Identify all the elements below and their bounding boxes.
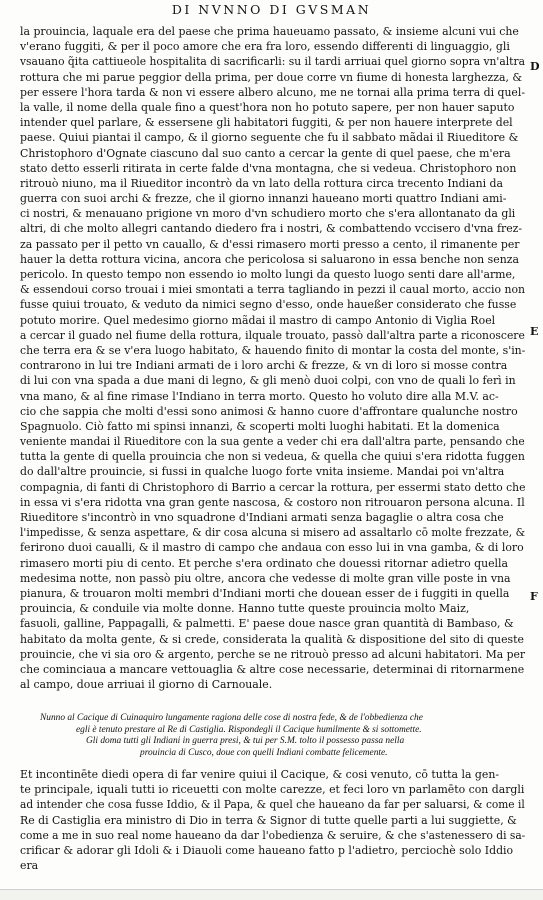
body-line: che cominciaua a mancare vettouaglia & altre cose necessarie, determinai di ritornarmene xyxy=(20,662,525,676)
body-line: fasuoli, galline, Pappagalli, & palmetti. E' paese doue nasce gran quantità di Bambaso, & xyxy=(20,617,514,631)
body-line: fusse quiui trouato, & veduto da nimici segno d'esso, onde haueßer considerato che fusse xyxy=(20,298,517,312)
body-line: intender quel parlare, & essersene gli habitatori fuggiti, & per non hauere interprete del xyxy=(20,116,513,130)
body-line: veniente mandai il Riueditore con la sua gente a veder chi era dall'altra parte, pensando che xyxy=(20,435,525,449)
body-line: rottura che mi parue peggior della prima, per doue corre vn fiume di honesta larghezza, & xyxy=(20,70,523,84)
body-line: la prouincia, laquale era del paese che prima haueuamo passato, & insieme alcuni vui che xyxy=(20,25,519,38)
body-line: guerra con suoi archi & frezze, che il giorno innanzi haueano morti quattro Indiani ami- xyxy=(20,192,507,206)
body-text-continuation xyxy=(20,767,525,873)
body-line: ferirono duoi caualli, & il mastro di campo che andaua con esso lui in vna gamba, & di loro xyxy=(20,541,524,555)
body-line: Christophoro d'Ognate ciascuno dal suo canto a cercar la gente di quel paese, che m'era xyxy=(20,146,511,160)
body-line: potuto morire. Quel medesimo giorno mãdai il mastro di campo Antonio di Viglia Roel xyxy=(20,313,496,327)
body-line: medesima notte, non passò piu oltre, ancora che vedesse di molte gran ville poste in vna xyxy=(20,571,511,585)
summary-line: Nunno al Cacique di Cuinaquiro lungamente ragiona delle cose di nostra fede, & de l'obbedienza che xyxy=(40,713,423,723)
body-line: do dall'altre prouincie, si fussi in qualche luogo forte vnita insieme. Mandai poi vn'altra xyxy=(20,465,505,479)
body-line: stato detto esserli ritirata in certe falde d'vna montagna, che si vedeua. Christophoro non xyxy=(20,161,517,175)
body-line: rimasero morti piu di cento. Et perche s'era ordinato che douessi ritornar adietro quella xyxy=(20,556,509,570)
body-line: altri, di che molto allegri cantando diedero fra i nostri, & combattendo vccisero d'vna frez- xyxy=(20,222,523,236)
body2-line: ad intender che cosa fusse Iddio, & il Papa, & quel che haueano da far per saluarsi, & come il xyxy=(20,798,525,812)
body-line: & essendoui corso trouai i miei smontati a terra tagliando in pezzi il caual morto, accio non xyxy=(20,283,526,297)
running-head: DI NVNNO DI GVSMAN xyxy=(171,2,372,17)
chapter-summary xyxy=(40,713,510,759)
body-line: ritrouò niuno, ma il Riueditor incontrò da vn lato della rottura circa trecento Indiani da xyxy=(20,176,504,190)
body-line: pianura, & trouaron molti membri d'Indiani morti che douean esser de i fuggiti in quella xyxy=(20,586,510,600)
summary-line: prouincia di Cusco, doue con quelli Indiani combatte felicemente. xyxy=(140,747,388,758)
body-line: in essa vi s'era ridotta vna gran gente nascosa, & costoro non ritrouaron persona alcuna. Il xyxy=(20,495,525,509)
body2-line: Re di Castiglia era ministro di Dio in terra & Signor di tutte quelle parti a lui suggiette, & xyxy=(20,813,517,827)
margin-letter-d: D xyxy=(530,60,540,73)
body2-line: Et incontinēte diedi opera di far venire quiui il Cacique, & cosi venuto, cō tutta la gen- xyxy=(20,768,500,781)
body2-line: crificar & adorar gli Idoli & i Diauoli come haueano fatto p l'adietro, perciochè solo Iddio xyxy=(20,843,514,857)
body-line: che terra era & se v'era luogo habitato, & hauendo finito di montar la costa del monte, s'in- xyxy=(20,343,526,357)
margin-letter-e: E xyxy=(530,325,539,338)
body-line: vsauano q̃ita cattiueole hospitalita di sacrificarli: su il tardi arriuai quel giorno sopra vn'altra xyxy=(20,55,525,69)
body-line: habitato da molta gente, & si crede, considerata la qualità & dispositione del sito di queste xyxy=(20,632,524,646)
body2-line: come a me in suo real nome haueano da dar l'obedienza & seruire, & che s'astenessero di sa- xyxy=(20,828,526,842)
body-line: hauer la detta rottura vicina, ancora che pericolosa si saluarono in essa benche non senza xyxy=(20,252,519,266)
body-line: prouincie, che vi sia oro & argento, perche se ne ritrouò presso ad alcuni habitatori. Ma per xyxy=(20,647,526,661)
body-line: pericolo. In questo tempo non essendo io molto lungi da questo luogo senti dare all'arme, xyxy=(20,268,516,281)
body-line: la valle, il nome della quale fino a quest'hora non ho potuto sapere, per non hauer saputo xyxy=(20,100,515,114)
body-line: a cercar il guado nel fiume della rottura, ilquale trouato, passò dall'altra parte a riconoscere xyxy=(20,328,525,342)
body-line: al campo, doue arriuai il giorno di Carnouale. xyxy=(20,678,273,692)
scan-bottom-strip xyxy=(0,890,543,900)
body-line: prouincia, & conduile via molte donne. Hanno tutte queste prouincia molto Maiz, xyxy=(20,602,470,616)
body2-line: era xyxy=(20,859,39,873)
margin-letter-f: F xyxy=(530,590,538,603)
body-line: per essere l'hora tarda & non vi essere albero alcuno, me ne tornai alla prima terra di quel- xyxy=(20,85,525,99)
body-line: l'impedisse, & senza aspettare, & dir cosa alcuna si misero ad assaltarlo cō molte frezzate, & xyxy=(20,526,526,540)
body-line: za passato per il petto vn cauallo, & d'essi rimasero morti presso a cento, il rimanente per xyxy=(20,237,520,251)
body-line: tutta la gente di quella prouincia che non si vedeua, & quella che quiui s'era ridotta fuggen xyxy=(20,450,525,464)
body-line: compagnia, di fanti di Christophoro di Barrio a cercar la rottura, per essermi stato detto che xyxy=(20,480,526,494)
body-line: cio che sappia che molti d'essi sono animosi & hanno cuore d'affrontare qualunche nostro xyxy=(20,404,518,418)
body-line: v'erano fuggiti, & per il poco amore che era fra loro, essendo differenti di linguaggio, gli xyxy=(20,40,510,54)
body-text-main xyxy=(20,24,525,692)
body2-line: te principale, iquali tutti io riceuetti con molte carezze, et feci loro vn parlamēto con dargli xyxy=(20,783,525,797)
body-line: contrarono in lui tre Indiani armati de i loro archi & frezze, & vn di loro si mosse contra xyxy=(20,359,508,373)
body-line: di lui con vna spada a due mani di legno, & gli menò duoi colpi, con vno de quali lo ferì in xyxy=(20,374,516,388)
summary-line: egli è tenuto prestare al Re di Castiglia. Rispondegli il Cacique humilmente & si sottomette. xyxy=(76,724,422,735)
body-line: ci nostri, & menauano prigione vn moro d'vn schudiero morto che s'era allontanato da gli xyxy=(20,207,516,221)
body-line: Spagnuolo. Ciò fatto mi spinsi innanzi, & scoperti molti luoghi habitati. Et la domenica xyxy=(20,419,500,433)
summary-line: Gli doma tutti gli Indiani in guerra presi, & tui per S.M. tolto il possesso passa nella xyxy=(86,736,405,747)
body-line: paese. Quiui piantai il campo, & il giorno seguente che fu il sabbato mãdai il Riueditore & xyxy=(20,131,519,145)
body-line: Riueditore s'incontrò in vno squadrone d'Indiani armati senza bagaglie o altra cosa che xyxy=(20,511,504,524)
body-line: vna mano, & al fine rimase l'Indiano in terra morto. Questo ho voluto dire alla M.V. ac- xyxy=(20,389,499,403)
